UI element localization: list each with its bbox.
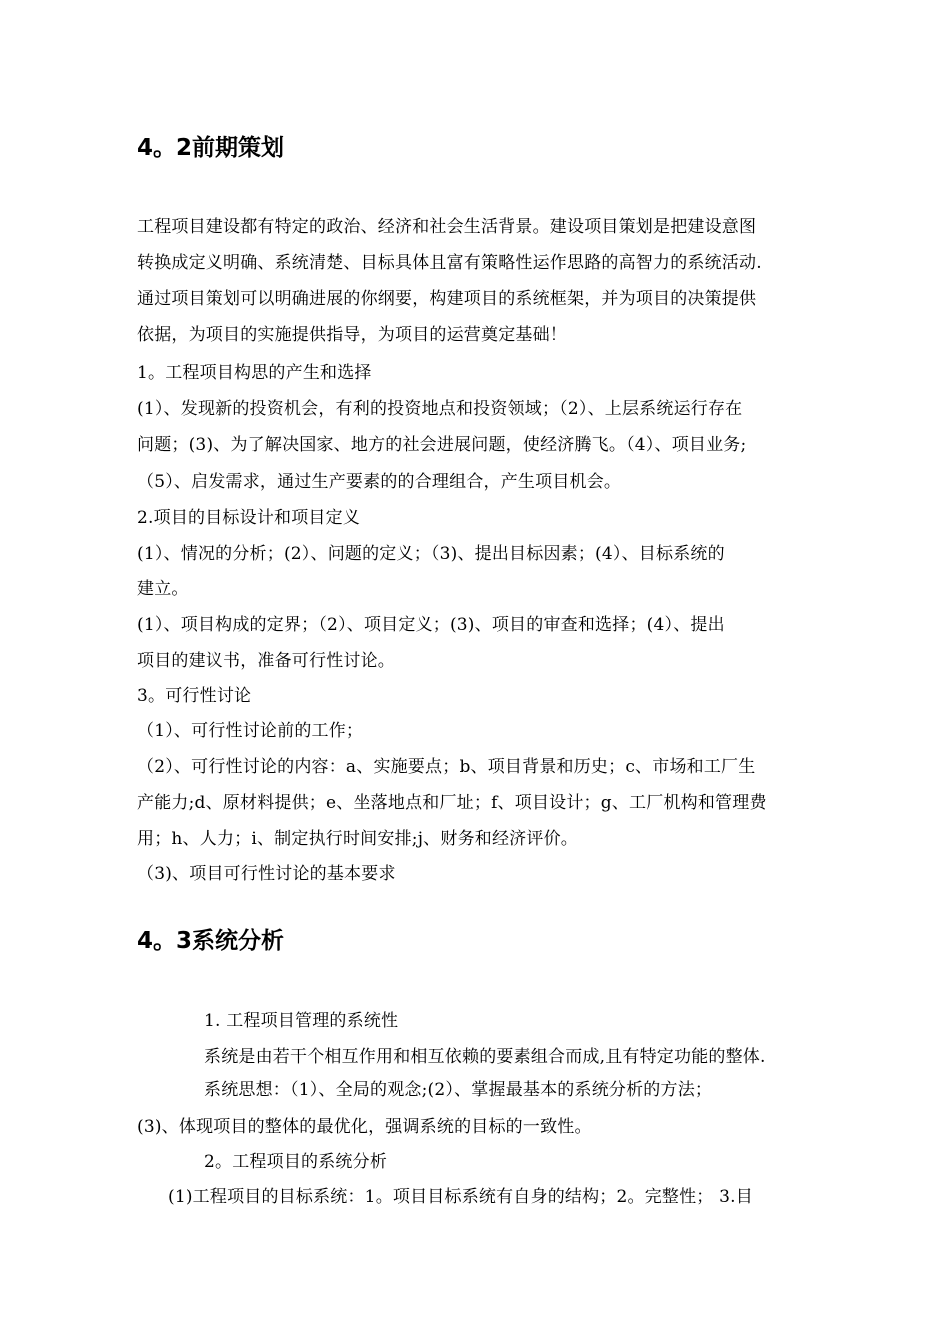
paragraph-line: (1）、项目构成的定界；（2）、项目定义；(3)、项目的审查和选择；(4）、提出 [137,615,725,635]
paragraph-line: 工程项目建设都有特定的政治、经济和社会生活背景。建设项目策划是把建设意图 [137,217,757,237]
paragraph-line: （1）、可行性讨论前的工作； [137,721,364,741]
paragraph-line: （2）、可行性讨论的内容：a、实施要点；b、项目背景和历史；c、市场和工厂生 [137,757,756,777]
list-heading: 3。可行性讨论 [137,686,252,706]
paragraph-line: 建立。 [137,579,189,599]
paragraph-line: (1）、发现新的投资机会，有利的投资地点和投资领域；（2）、上层系统运行存在 [137,399,743,419]
section-heading: 4。2前期策划 [137,135,285,161]
paragraph-line: （5）、启发需求，通过生产要素的的合理组合，产生项目机会。 [137,472,622,492]
section-heading: 4。3系统分析 [137,928,285,954]
list-heading: 2.项目的目标设计和项目定义 [137,508,361,528]
list-heading: 1. 工程项目管理的系统性 [204,1011,399,1031]
paragraph-line: (3)、体现项目的整体的最优化，强调系统的目标的一致性。 [137,1117,592,1137]
paragraph-line: （3)、项目可行性讨论的基本要求 [137,864,396,884]
paragraph-line: 系统思想：（1）、全局的观念;(2）、掌握最基本的系统分析的方法； [204,1080,713,1100]
paragraph-line: 通过项目策划可以明确进展的你纲要，构建项目的系统框架，并为项目的决策提供 [137,289,757,309]
paragraph-line: 问题；(3)、为了解决国家、地方的社会进展问题，使经济腾飞。（4）、项目业务; [137,435,747,455]
paragraph-line: 系统是由若干个相互作用和相互依赖的要素组合而成,且有特定功能的整体. [204,1047,766,1067]
list-heading: 2。工程项目的系统分析 [204,1152,388,1172]
paragraph-line: 项目的建议书，准备可行性讨论。 [137,651,395,671]
paragraph-line: 依据，为项目的实施提供指导，为项目的运营奠定基础！ [137,325,567,345]
paragraph-line: (1）、情况的分析；(2）、问题的定义；（3)、提出目标因素；(4）、目标系统的 [137,544,725,564]
paragraph-line: 转换成定义明确、系统清楚、目标具体且富有策略性运作思路的高智力的系统活动. [137,253,762,273]
paragraph-line: 用；h、人力；i、制定执行时间安排;j、财务和经济评价。 [137,829,578,849]
paragraph-line: (1)工程项目的目标系统：1。项目目标系统有自身的结构；2。完整性； 3.目 [168,1187,753,1207]
list-heading: 1。工程项目构思的产生和选择 [137,363,372,383]
paragraph-line: 产能力;d、原材料提供；e、坐落地点和厂址；f、项目设计；g、工厂机构和管理费 [137,793,767,813]
